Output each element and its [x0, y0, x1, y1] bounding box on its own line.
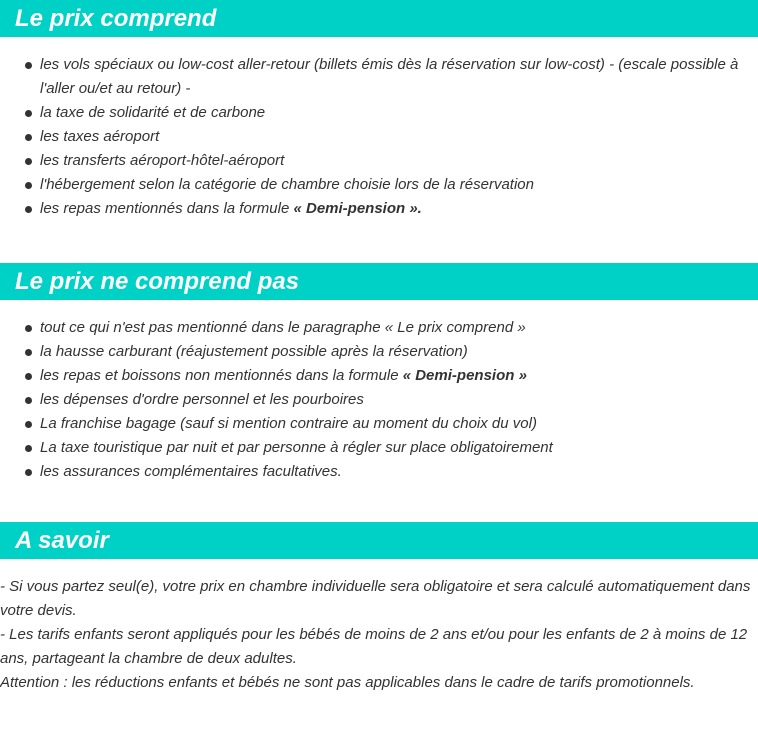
list-item: La franchise bagage (sauf si mention contraire au moment du choix du vol) — [0, 412, 758, 436]
list-item: les repas et boissons non mentionnés dans la formule « Demi-pension » — [0, 364, 758, 388]
list-item: les transferts aéroport-hôtel-aéroport — [0, 149, 758, 173]
list-item: la hausse carburant (réajustement possible après la réservation) — [0, 340, 758, 364]
list-item: tout ce qui n'est pas mentionné dans le paragraphe « Le prix comprend » — [0, 316, 758, 340]
included-list — [0, 53, 758, 221]
formula-name: « Demi-pension » — [402, 367, 527, 384]
section-title-le-prix-comprend: Le prix comprend — [0, 0, 758, 37]
note-paragraph: Attention : les réductions enfants et bébés ne sont pas applicables dans le cadre de tarifs promotionnels. — [0, 674, 695, 691]
not-included-list — [0, 316, 758, 484]
list-item: les taxes aéroport — [0, 125, 758, 149]
section-title-a-savoir: A savoir — [0, 522, 758, 559]
list-item: les dépenses d'ordre personnel et les pourboires — [0, 388, 758, 412]
section-title-le-prix-ne-comprend-pas: Le prix ne comprend pas — [0, 263, 758, 300]
list-item: La taxe touristique par nuit et par personne à régler sur place obligatoirement — [0, 436, 758, 460]
list-item: les assurances complémentaires facultatives. — [0, 460, 758, 484]
note-paragraph: - Si vous partez seul(e), votre prix en chambre individuelle sera obligatoire et sera calculé automatiquement dans votre devis. — [0, 578, 751, 619]
formula-name: « Demi-pension ». — [293, 200, 422, 217]
list-item: la taxe de solidarité et de carbone — [0, 101, 758, 125]
note-paragraph: - Les tarifs enfants seront appliqués pour les bébés de moins de 2 ans et/ou pour les enfants de 2 à moins de 12 ans, partageant la chambre de deux adultes. — [0, 626, 748, 667]
list-item: l'hébergement selon la catégorie de chambre choisie lors de la réservation — [0, 173, 758, 197]
list-item: les vols spéciaux ou low-cost aller-retour (billets émis dès la réservation sur low-cost) - (escale possible à l'aller ou/et au retour) - — [0, 53, 758, 101]
list-item: les repas mentionnés dans la formule « Demi-pension ». — [0, 197, 758, 221]
notes-block — [0, 575, 758, 695]
